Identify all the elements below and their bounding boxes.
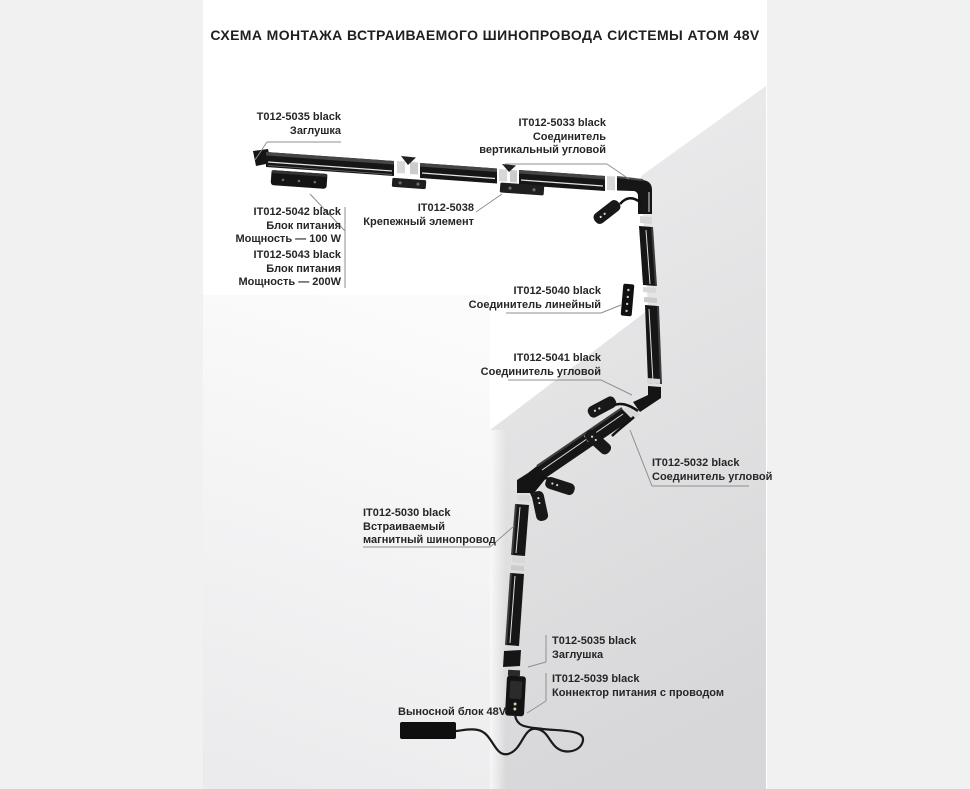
wall-edge-highlight [490,430,506,789]
end-cap-bottom [503,650,521,667]
label-psu-200w: IT012-5043 black Блок питания Мощность — 200W [238,249,341,288]
label-end-cap-bottom: T012-5035 black Заглушка [552,635,637,661]
label-power-connector: IT012-5039 black Коннектор питания с проводом [552,673,725,699]
remote-driver-box [400,722,456,739]
label-corner-upper: IT012-5041 black Соединитель угловой [480,352,601,378]
label-fastener: IT012-5038 Крепежный элемент [363,202,474,228]
label-end-cap-top: T012-5035 black Заглушка [256,111,341,137]
title-line-1: СХЕМА МОНТАЖА ВСТРАИВАЕМОГО ШИНОПРОВОДА [210,27,603,43]
label-corner-lower: IT012-5032 black Соединитель угловой [652,457,773,483]
label-linear-connector: IT012-5040 black Соединитель линейный [468,285,601,311]
diagram-title [203,25,767,45]
label-recessed-track: IT012-5030 black Встраиваемый магнитный шинопровод [363,507,496,546]
label-remote-driver: Выносной блок 48V [398,706,507,718]
label-psu-100w: IT012-5042 black Блок питания Мощность — 100 W [235,206,341,245]
title-line-2: СИСТЕМЫ АТОМ 48V [607,27,760,43]
label-vertical-corner: IT012-5033 black Соединитель вертикальный угловой [479,117,606,156]
